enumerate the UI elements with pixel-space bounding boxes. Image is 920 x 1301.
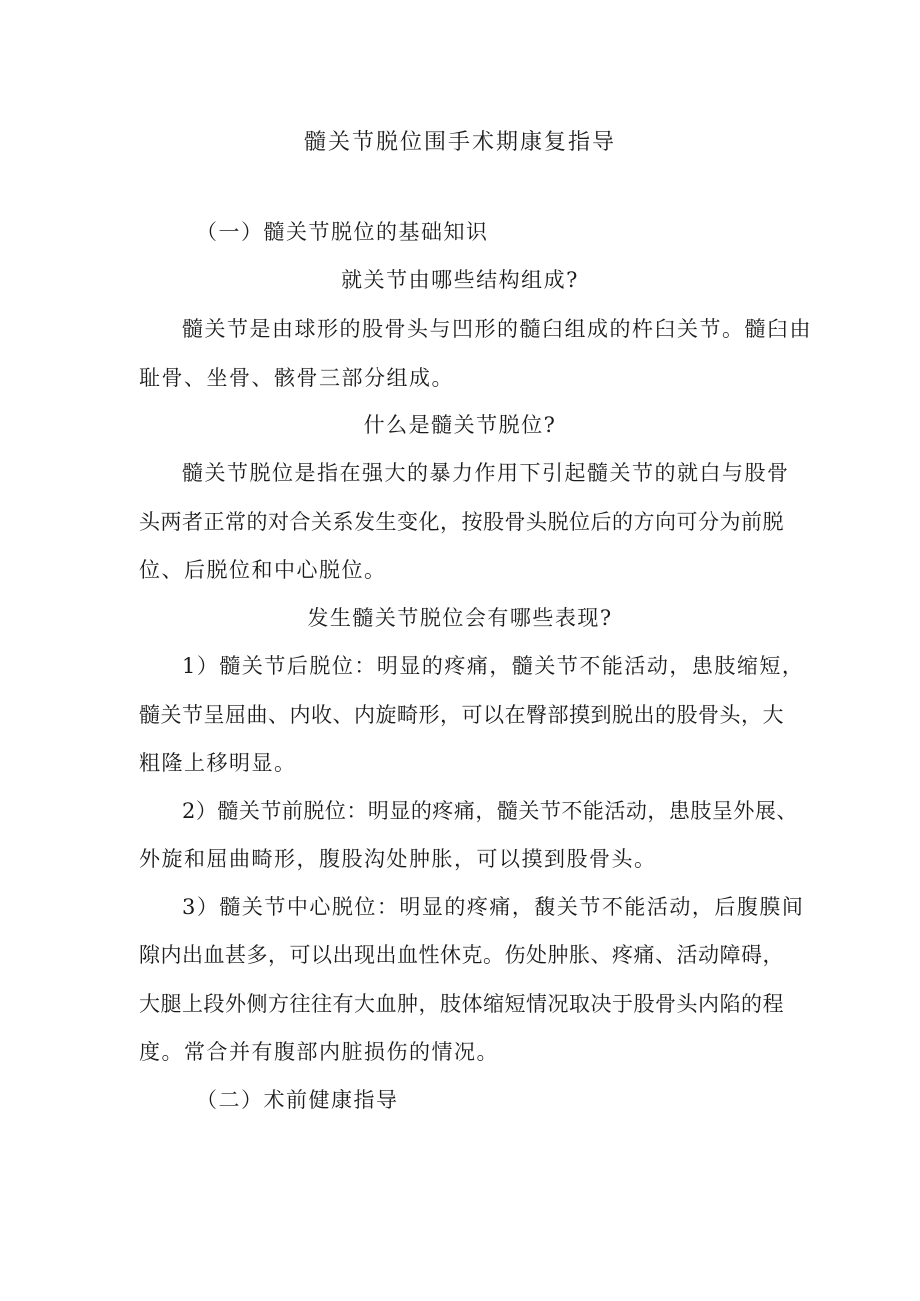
- list-item-posterior-line-3: 粗隆上移明显。: [139, 751, 297, 775]
- section-heading-basics: （一）髓关节脱位的基础知识: [196, 220, 489, 244]
- list-item-central-line-1: 3）髓关节中心脱位：明显的疼痛，馥关节不能活动，后腹膜间: [182, 895, 805, 919]
- list-item-posterior-line-2: 髓关节呈屈曲、内收、内旋畸形，可以在臀部摸到脱出的股骨头，大: [139, 703, 784, 727]
- list-item-central-line-4: 度。常合并有腹部内脏损伤的情况。: [139, 1040, 499, 1064]
- section-heading-preop: （二）术前健康指导: [196, 1088, 399, 1112]
- list-item-central-line-3: 大腿上段外侧方往往有大血肿，肢体缩短情况取决于股骨头内陷的程: [139, 992, 784, 1016]
- question-heading-definition: 什么是髓关节脱位?: [363, 413, 557, 437]
- list-item-central-line-2: 隙内出血甚多，可以出现出血性休克。伤处肿胀、疼痛、活动障碍，: [139, 943, 784, 967]
- list-item-anterior-line-2: 外旋和屈曲畸形，腹股沟处肿胀，可以摸到股骨头。: [139, 847, 657, 871]
- list-item-anterior-line-1: 2）髓关节前脱位：明显的疼痛，髓关节不能活动，患肢呈外展、: [182, 799, 798, 823]
- paragraph-structure-line-1: 髓关节是由球形的股骨头与凹形的髓臼组成的杵臼关节。髓臼由: [182, 317, 812, 341]
- paragraph-structure-line-2: 耻骨、坐骨、骸骨三部分组成。: [139, 366, 454, 390]
- paragraph-definition-line-1: 髓关节脱位是指在强大的暴力作用下引起髓关节的就白与股骨: [182, 461, 790, 485]
- paragraph-definition-line-3: 位、后脱位和中心脱位。: [139, 558, 387, 582]
- question-heading-symptoms: 发生髓关节脱位会有哪些表现?: [307, 606, 613, 630]
- list-item-posterior-line-1: 1）髓关节后脱位：明显的疼痛，髓关节不能活动，患肢缩短，: [182, 654, 805, 678]
- paragraph-definition-line-2: 头两者正常的对合关系发生变化，按股骨头脱位后的方向可分为前脱: [139, 510, 784, 534]
- question-heading-structure: 就关节由哪些结构组成?: [341, 268, 579, 292]
- document-title: 髓关节脱位围手术期康复指导: [303, 130, 616, 155]
